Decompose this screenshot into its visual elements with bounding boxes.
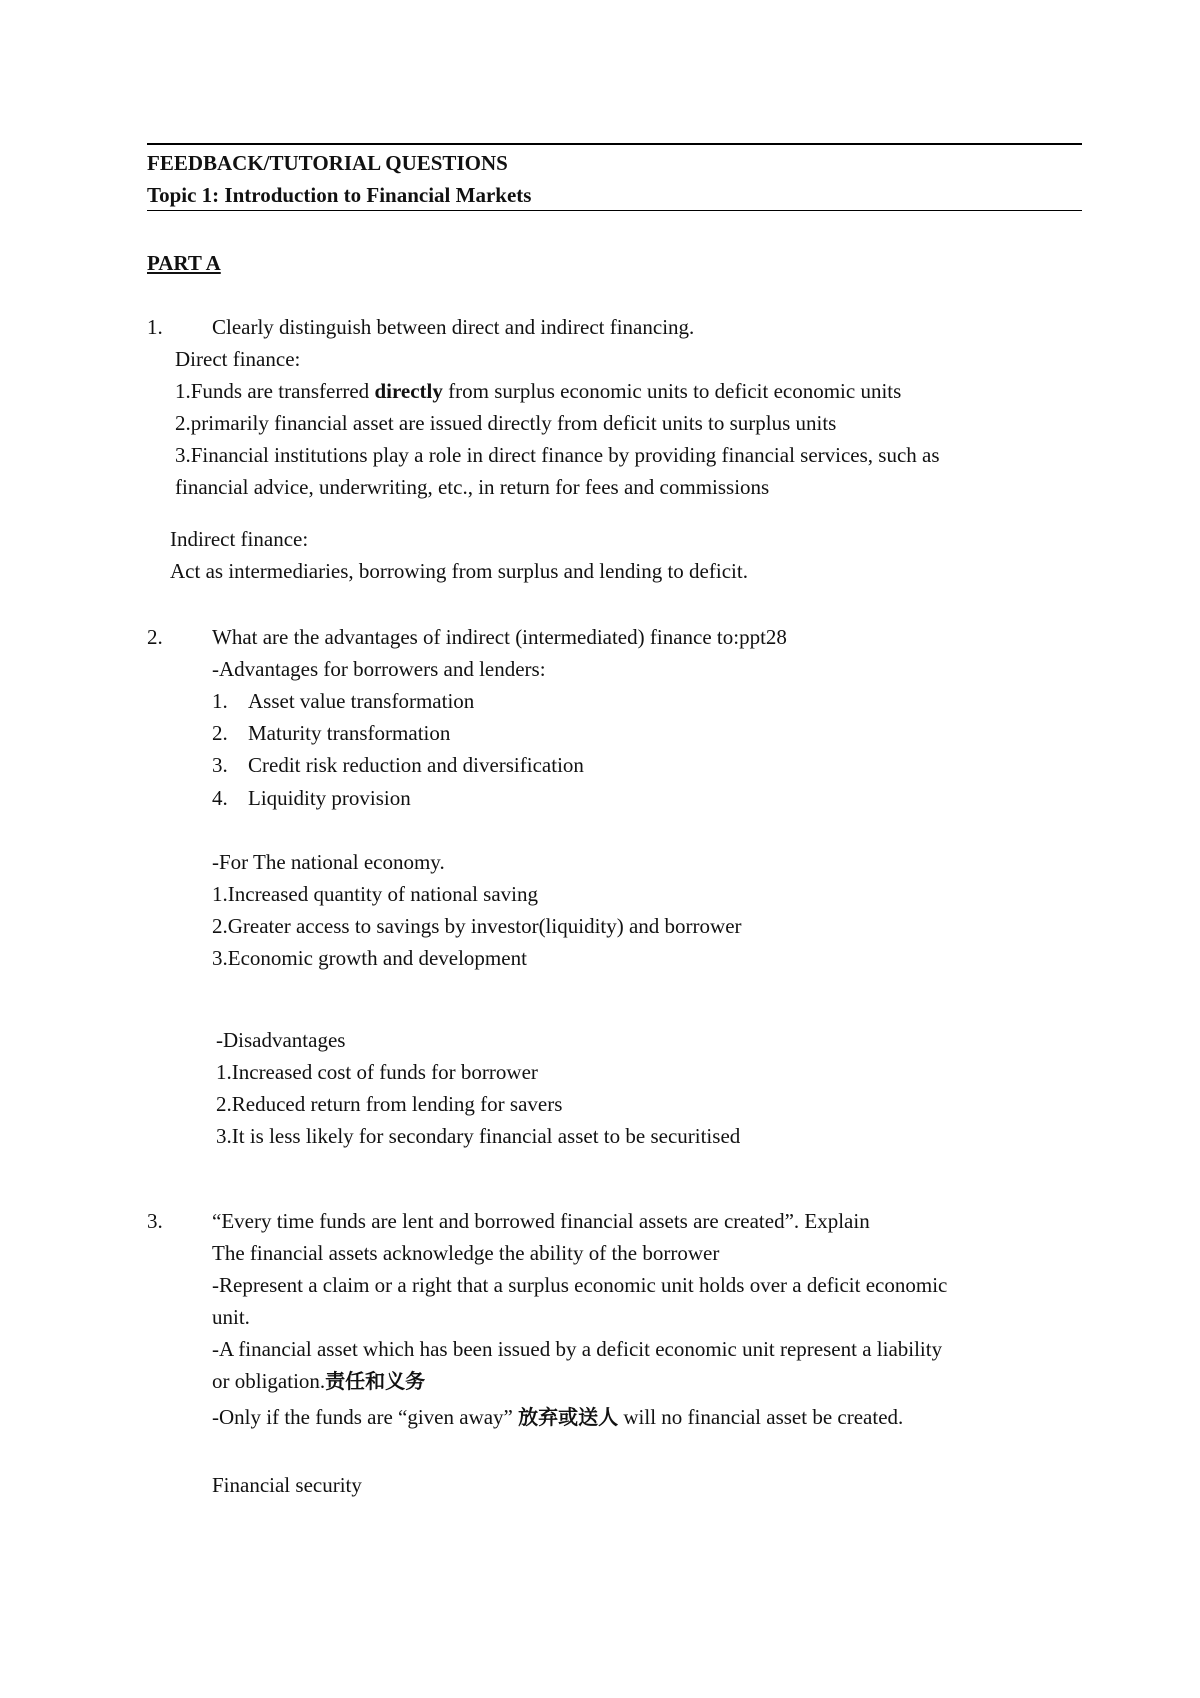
q2-adv-item-number: 2. [212, 721, 228, 745]
q1-direct-point-3a: 3.Financial institutions play a role in direct finance by providing financial services, such as [175, 443, 940, 467]
q1-indirect-heading: Indirect finance: [170, 527, 309, 551]
q2-adv-item-text: Liquidity provision [248, 786, 411, 810]
q2-national-heading: -For The national economy. [212, 850, 445, 874]
q3-number: 3. [147, 1209, 163, 1233]
q2-national-point-3: 3.Economic growth and development [212, 946, 527, 970]
q2-adv-item-number: 4. [212, 786, 228, 810]
q1-question: Clearly distinguish between direct and indirect financing. [212, 315, 695, 339]
q2-number: 2. [147, 625, 163, 649]
q2-adv-item-text: Asset value transformation [248, 689, 475, 713]
q2-question: What are the advantages of indirect (intermediated) finance to:ppt28 [212, 625, 787, 649]
header-bottom-rule [147, 210, 1082, 211]
q2-national-point-2: 2.Greater access to savings by investor(liquidity) and borrower [212, 914, 742, 938]
q1-number: 1. [147, 315, 163, 339]
top-rule [147, 143, 1082, 145]
q2-disadvantage-1: 1.Increased cost of funds for borrower [216, 1060, 538, 1084]
q3-line-1: The financial assets acknowledge the ability of the borrower [212, 1241, 720, 1265]
document-title: FEEDBACK/TUTORIAL QUESTIONS [147, 151, 508, 175]
q2-adv-item-number: 3. [212, 753, 228, 777]
q2-adv-item-text: Maturity transformation [248, 721, 451, 745]
q2-disadvantages-heading: -Disadvantages [216, 1028, 346, 1052]
q2-disadvantage-3: 3.It is less likely for secondary financial asset to be securitised [216, 1124, 741, 1148]
q1-direct-heading: Direct finance: [175, 347, 301, 371]
q2-adv-item-number: 1. [212, 689, 228, 713]
document-subtitle: Topic 1: Introduction to Financial Markets [147, 183, 532, 207]
q3-line-3a: -A financial asset which has been issued by a deficit economic unit represent a liability [212, 1337, 943, 1361]
q3-line-5: Financial security [212, 1473, 362, 1497]
q1-indirect-text: Act as intermediaries, borrowing from surplus and lending to deficit. [170, 559, 748, 583]
q1-direct-point-2: 2.primarily financial asset are issued directly from deficit units to surplus units [175, 411, 837, 435]
q3-line-2b: unit. [212, 1305, 250, 1329]
q3-line-3b: or obligation.责任和义务 [212, 1369, 426, 1393]
q2-national-point-1: 1.Increased quantity of national saving [212, 882, 538, 906]
q3-line-4: -Only if the funds are “given away” 放弃或送人 will no financial asset be created. [212, 1405, 904, 1429]
q1-direct-point-3b: financial advice, underwriting, etc., in return for fees and commissions [175, 475, 770, 499]
q3-question: “Every time funds are lent and borrowed financial assets are created”. Explain [212, 1209, 870, 1233]
q2-adv-item-text: Credit risk reduction and diversification [248, 753, 584, 777]
part-label: PART A [147, 251, 221, 275]
q3-line-2a: -Represent a claim or a right that a surplus economic unit holds over a deficit economic [212, 1273, 948, 1297]
q2-advantages-heading: -Advantages for borrowers and lenders: [212, 657, 546, 681]
q2-disadvantage-2: 2.Reduced return from lending for savers [216, 1092, 563, 1116]
q1-direct-point-1: 1.Funds are transferred directly from surplus economic units to deficit economic units [175, 379, 902, 403]
